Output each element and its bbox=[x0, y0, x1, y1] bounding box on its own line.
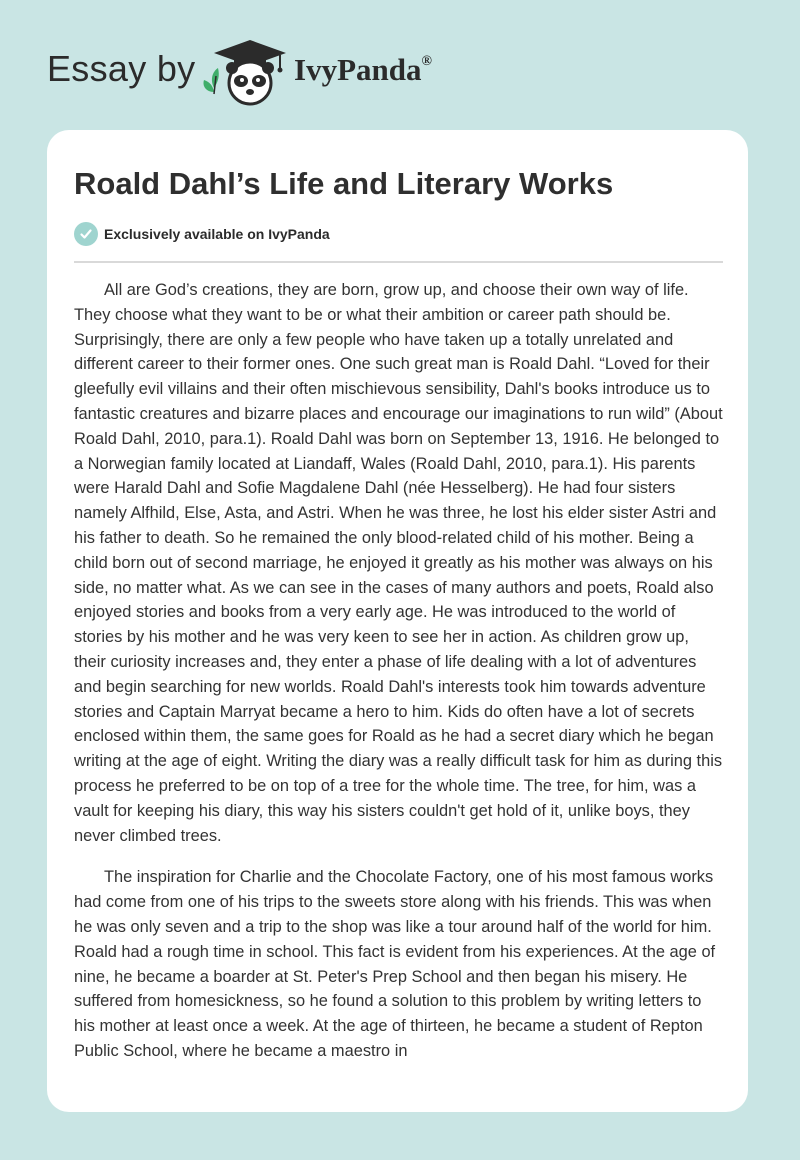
panda-graduate-icon bbox=[200, 36, 300, 108]
registered-mark: ® bbox=[421, 54, 432, 69]
brand-name-text: IvyPanda bbox=[294, 52, 422, 87]
essay-by-label: Essay by bbox=[47, 48, 196, 89]
brand-name[interactable] bbox=[294, 52, 432, 88]
article-card bbox=[47, 130, 748, 1112]
article-paragraph: All are God’s creations, they are born, grow up, and choose their own way of life. They choose what they want to be or what their ambition or career path should be. Surprisingly, there are only a few people who have taken up a totally unrelated and different career to their former ones. One such great man is Roald Dahl. “Loved for their gleefully evil villains and their often mischievous sensibility, Dahl's books introduce us to fantastic creatures and bizarre places and encourage our imaginations to run wild” (About Roald Dahl, 2010, para.1). Roald Dahl was born on September 13, 1916. He belonged to a Norwegian family located at Liandaff, Wales (Roald Dahl, 2010, para.1). His parents were Harald Dahl and Sofie Magdalene Dahl (née Hesselberg). He had four sisters namely Alfhild, Else, Asta, and Astri. When he was three, he lost his elder sister Astri and his father to death. So he remained the only blood-related child of his mother. Being a child born out of second marriage, he enjoyed it greatly as his mother was always on his side, no matter what. As we can see in the cases of many authors and poets, Roald also enjoyed stories and books from a very early age. He was introduced to the world of stories by his mother and he was very keen to see her in action. As children grow up, their curiosity increases and, they enter a phase of life dealing with a lot of adventures and begin searching for new worlds. Roald Dahl's interests took him towards adventure stories and Captain Marryat became a hero to him. Kids do often have a lot of secrets enclosed within them, the same goes for Roald as he had a secret diary which he began writing at the age of eight. Writing the diary was a really difficult task for him as during this process he preferred to be on top of a tree for the whole time. The tree, for him, was a vault for keeping his diary, this way his sisters couldn't get hold of it, unlike boys, they never climbed trees. bbox=[74, 281, 723, 845]
exclusive-badge bbox=[74, 222, 330, 246]
article-paragraph: The inspiration for Charlie and the Chocolate Factory, one of his most famous works had come from one of his trips to the sweets store along with his friends. This was when he was only seven and a trip to the shop was like a tour around half of the world for him. Roald had a rough time in school. This fact is evident from his experiences. At the age of nine, he became a boarder at St. Peter's Prep School and then began his misery. He suffered from homesickness, so he found a solution to this problem by writing letters to his mother at least once a week. At the age of thirteen, he became a student of Repton Public School, where he became a maestro in bbox=[74, 868, 716, 1060]
article-body bbox=[74, 278, 724, 1081]
exclusive-badge-label: Exclusively available on IvyPanda bbox=[104, 226, 330, 242]
article-title: Roald Dahl’s Life and Literary Works bbox=[74, 166, 614, 201]
check-circle-icon bbox=[74, 222, 98, 246]
title-divider bbox=[74, 261, 723, 263]
site-header bbox=[0, 0, 800, 130]
